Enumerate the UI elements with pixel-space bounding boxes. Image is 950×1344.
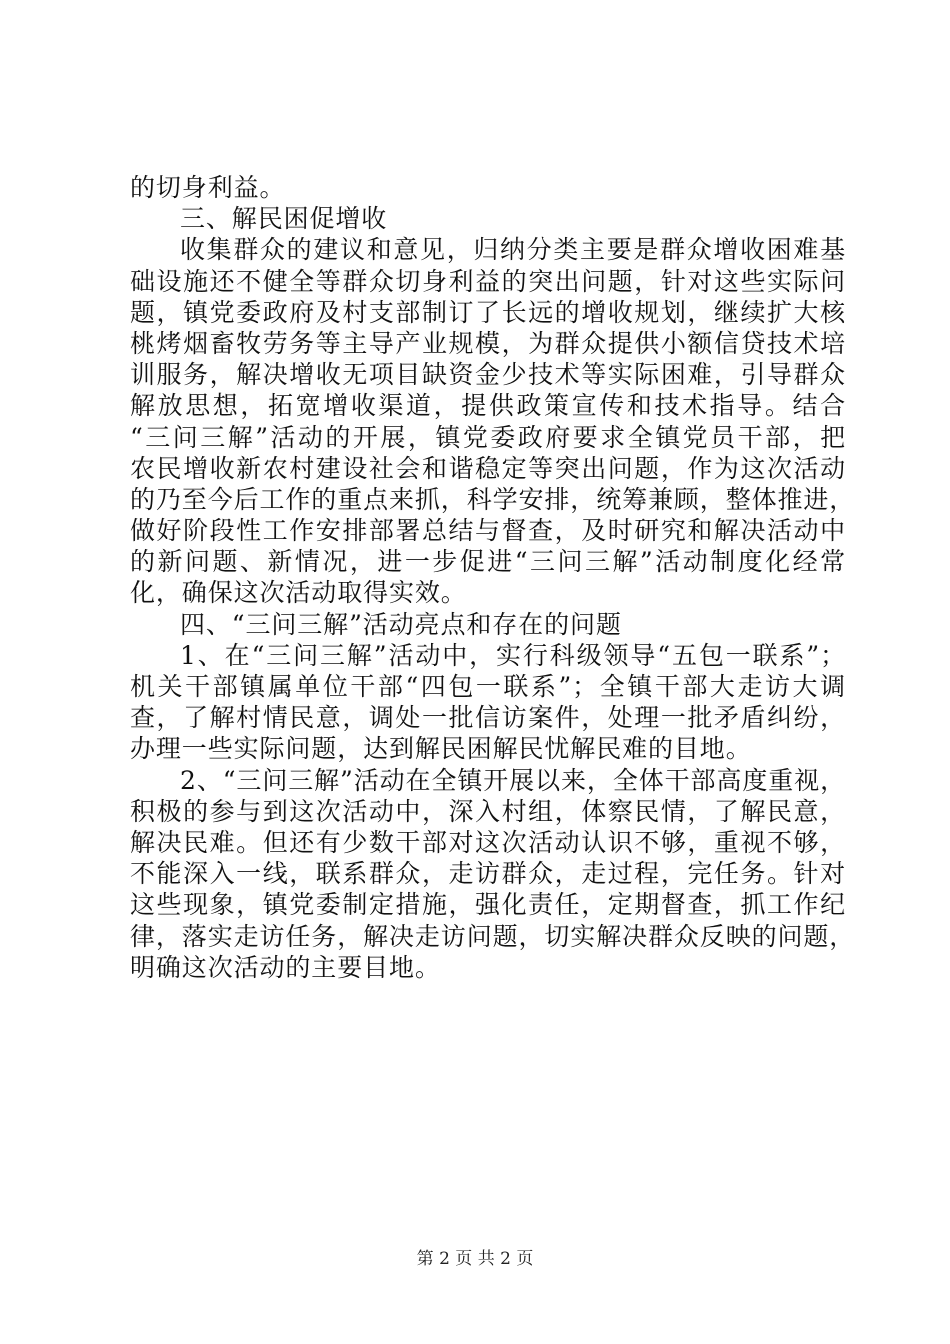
text-line: 解放思想，拓宽增收渠道，提供政策宣传和技术指导。结合 — [130, 391, 846, 421]
text-line: 2、“三问三解”活动在全镇开展以来，全体干部高度重视， — [180, 765, 846, 795]
text-line: 解决民难。但还有少数干部对这次活动认识不够，重视不够， — [130, 827, 846, 857]
text-line: 收集群众的建议和意见，归纳分类主要是群众增收困难基 — [180, 235, 846, 265]
text-line: 做好阶段性工作安排部署总结与督查，及时研究和解决活动中 — [130, 516, 846, 546]
text-line: 训服务，解决增收无项目缺资金少技术等实际困难，引导群众 — [130, 360, 846, 390]
text-line: 础设施还不健全等群众切身利益的突出问题，针对这些实际问 — [130, 266, 846, 296]
text-line: 不能深入一线，联系群众，走访群众，走过程，完任务。针对 — [130, 859, 846, 889]
text-line: 这些现象，镇党委制定措施，强化责任，定期督查，抓工作纪 — [130, 890, 846, 920]
text-line: 的切身利益。 — [130, 173, 286, 202]
text-line: 的乃至今后工作的重点来抓，科学安排，统筹兼顾，整体推进， — [130, 484, 856, 514]
text-line: 积极的参与到这次活动中，深入村组，体察民情，了解民意， — [130, 796, 846, 826]
text-line: 律，落实走访任务，解决走访问题，切实解决群众反映的问题， — [130, 921, 856, 951]
text-line: 桃烤烟畜牧劳务等主导产业规模，为群众提供小额信贷技术培 — [130, 328, 846, 358]
section-heading: 三、解民困促增收 — [180, 204, 388, 234]
text-line: “三问三解”活动的开展，镇党委政府要求全镇党员干部，把 — [130, 422, 846, 452]
text-line: 农民增收新农村建设社会和谐稳定等突出问题，作为这次活动 — [130, 453, 846, 483]
section-heading: 四、“三问三解”活动亮点和存在的问题 — [180, 609, 622, 639]
text-line: 题，镇党委政府及村支部制订了长远的增收规划，继续扩大核 — [130, 297, 846, 327]
text-line: 化，确保这次活动取得实效。 — [130, 578, 467, 608]
document-body — [130, 172, 856, 983]
text-line: 的新问题、新情况，进一步促进“三问三解”活动制度化经常 — [130, 547, 846, 577]
text-line: 1、在“三问三解”活动中，实行科级领导“五包一联系”； — [180, 640, 846, 670]
text-line: 明确这次活动的主要目地。 — [130, 952, 441, 982]
text-line: 办理一些实际问题，达到解民困解民忧解民难的目地。 — [130, 734, 752, 764]
page-number-footer: 第 2 页 共 2 页 — [416, 1249, 534, 1269]
text-line: 机关干部镇属单位干部“四包一联系”；全镇干部大走访大调 — [130, 672, 846, 701]
text-line: 查，了解村情民意，调处一批信访案件，处理一批矛盾纠纷， — [130, 703, 846, 733]
